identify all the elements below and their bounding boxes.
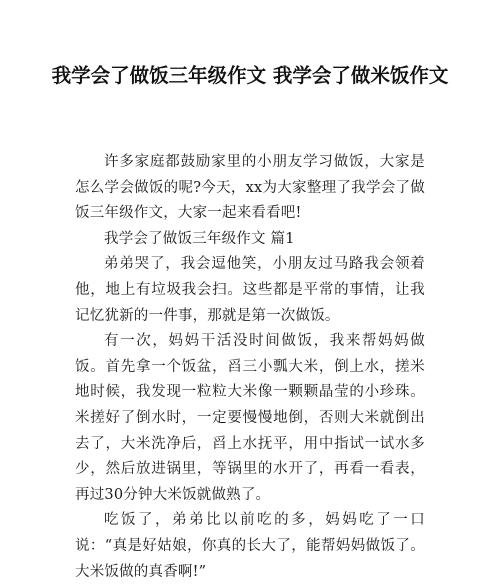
body-paragraph: 吃饭了，弟弟比以前吃的多，妈妈吃了一口说：“真是好姑娘，你真的长大了，能帮妈妈做饭了。大米饭做的真香啊!”: [75, 512, 425, 580]
body-paragraph: 弟弟哭了，我会逗他笑，小朋友过马路我会领着他，地上有垃圾我会扫。这些都是平常的事情，让我记忆犹新的一件事，那就是第一次做饭。: [75, 256, 425, 324]
section-heading: 我学会了做饭三年级作文 篇1: [104, 230, 295, 247]
intro-paragraph: 许多家庭都鼓励家里的小朋友学习做饭，大家是怎么学会做饭的呢?今天，xx为大家整理了我学会了做饭三年级作文，大家一起来看看吧!: [75, 154, 425, 222]
document-body: [75, 150, 425, 585]
body-paragraph: 有一次，妈妈干活没时间做饭，我来帮妈妈做饭。首先拿一个饭盆，舀三小瓢大米，倒上水，搓米地时候，我发现一粒粒大米像一颗颗晶莹的小珍珠。米搓好了倒水时，一定要慢慢地倒，否则大米就倒出去了，大米洗净后，舀上水抚平，用中指试一试水多少，然后放进锅里，等锅里的水开了，再看一看表，再过30分钟大米饭就做熟了。: [75, 333, 425, 503]
document-title: 我学会了做饭三年级作文 我学会了做米饭作文: [51, 64, 449, 87]
